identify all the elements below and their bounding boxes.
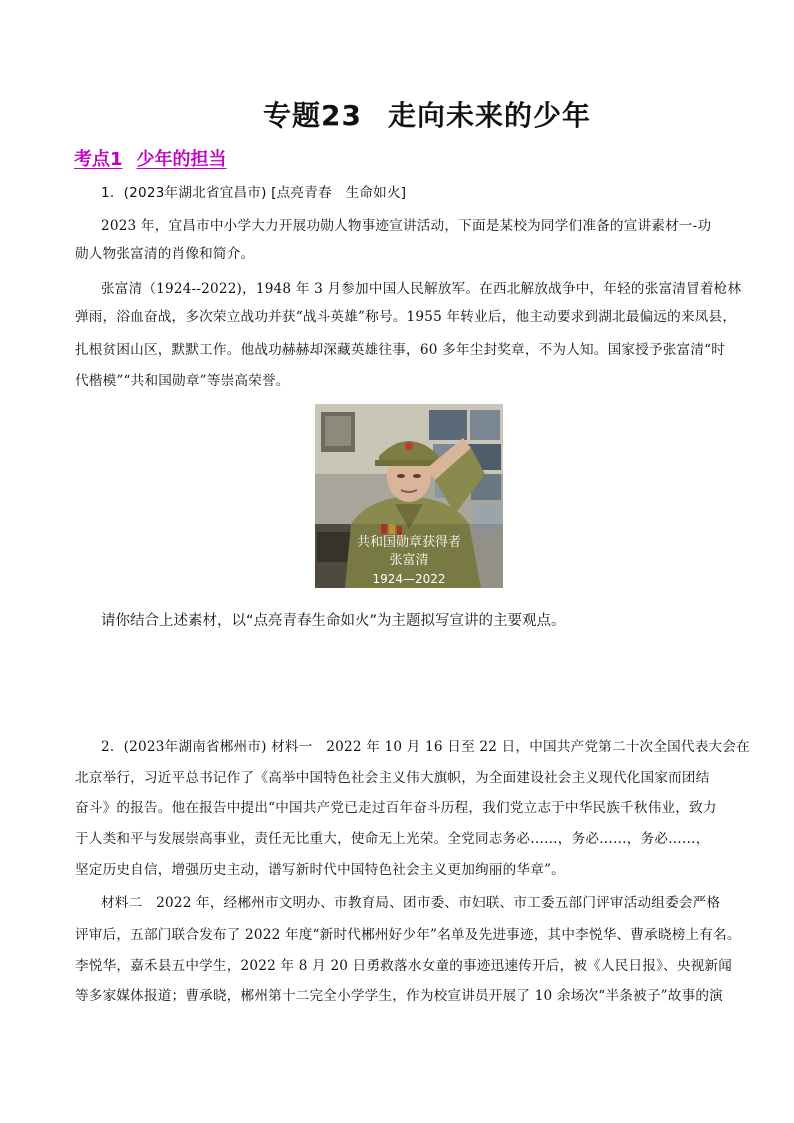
- title-topic-number: 专题23: [263, 99, 362, 132]
- q1-para1-line: 2023 年，宜昌市中小学大力开展功勋人物事迹宣讲活动，下面是某校为同学们准备的宣讲素材一-功: [101, 218, 712, 234]
- photo-caption-years: 1924—2022: [372, 572, 446, 586]
- q1-para1-line: 勋人物张富清的肖像和简介。: [75, 246, 255, 262]
- q1-source: 1．(2023年湖北省宜昌市) [点亮青春 生命如火]: [101, 185, 407, 201]
- photo-caption-name: 张富清: [389, 553, 429, 568]
- q2-para1-line: 坚定历史自信，增强历史主动，谱写新时代中国特色社会主义更加绚丽的华章”。: [75, 862, 565, 878]
- q2-para2-line: 等多家媒体报道；曹承晓，郴州第十二完全小学学生，作为校宣讲员开展了 10 余场次“半条被子”故事的演: [75, 988, 723, 1004]
- q2-para1-line: 北京举行，习近平总书记作了《高举中国特色社会主义伟大旗帜，为全面建设社会主义现代化国家而团结: [75, 770, 710, 786]
- q2-para2-line: 评审后，五部门联合发布了 2022 年度“新时代郴州好少年”名单及先进事迹，其中李悦华、曹承晓榜上有名。: [75, 927, 741, 943]
- portrait-illustration: [315, 404, 503, 588]
- title-topic-name: 走向未来的少年: [387, 99, 591, 132]
- q1-para2-line: 扎根贫困山区，默默工作。他战功赫赫却深藏英雄往事，60 多年尘封奖章，不为人知。国家授予张富清“时: [75, 342, 726, 358]
- portrait-photo: [315, 404, 503, 588]
- section-label: 考点1: [74, 149, 123, 170]
- q2-para2-line: 材料二 2022 年，经郴州市文明办、市教育局、团市委、市妇联、市工委五部门评审活动组委会严格: [101, 895, 721, 911]
- q1-question: 请你结合上述素材，以“点亮青春生命如火”为主题拟写宣讲的主要观点。: [101, 613, 566, 629]
- section-name: 少年的担当: [136, 149, 227, 170]
- q2-para1-line: 于人类和平与发展崇高事业，责任无比重大，使命无上光荣。全党同志务必……，务必……，务必……，: [75, 831, 710, 847]
- q2-para2-line: 李悦华，嘉禾县五中学生，2022 年 8 月 20 日勇救落水女童的事迹迅速传开后，被《人民日报》、央视新闻: [75, 958, 733, 974]
- photo-caption-title: 共和国勋章获得者: [356, 535, 462, 550]
- q1-para2-line: 代楷模”“共和国勋章”等崇高荣誉。: [75, 373, 290, 389]
- q1-para2-line: 张富清（1924--2022)，1948 年 3 月参加中国人民解放军。在西北解放战争中，年轻的张富清冒着枪林: [101, 281, 742, 297]
- q2-para1-line: 奋斗》的报告。他在报告中提出“中国共产党已走过百年奋斗历程，我们党立志于中华民族千秋伟业，致力: [75, 800, 717, 816]
- q2-para1-line: 2．(2023年湖南省郴州市) 材料一 2022 年 10 月 16 日至 22 日，中国共产党第二十次全国代表大会在: [101, 739, 750, 755]
- section-heading: [74, 145, 227, 171]
- q1-para2-line: 弹雨，浴血奋战，多次荣立战功并获“战斗英雄”称号。1955 年转业后，他主动要求到湖北最偏远的来凤县，: [75, 309, 737, 325]
- page-title: [0, 94, 794, 134]
